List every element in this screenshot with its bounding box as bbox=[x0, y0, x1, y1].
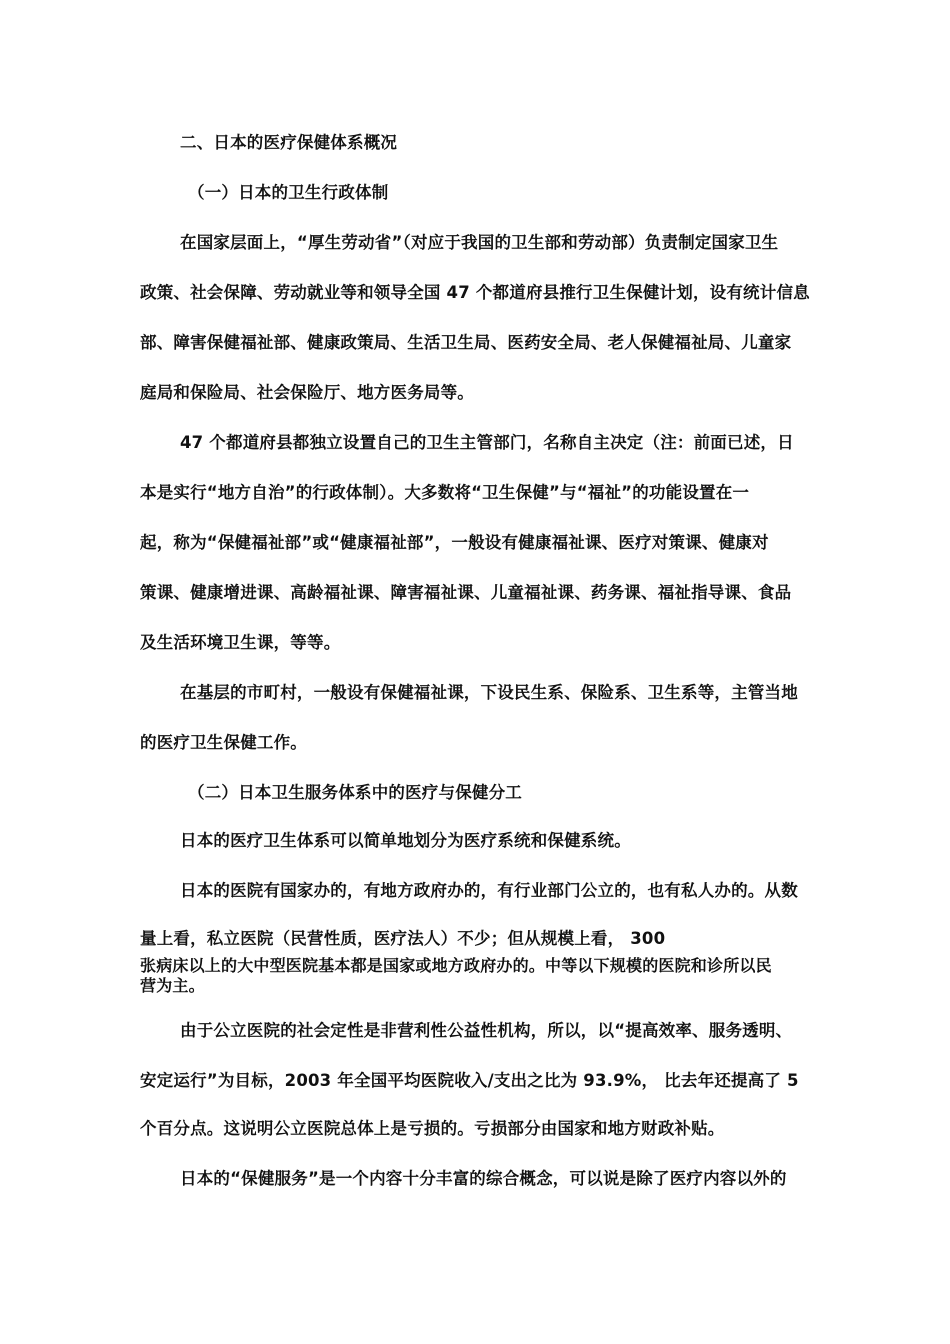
section-heading: 二、日本的医疗保健体系概况 bbox=[180, 133, 398, 152]
paragraph-line: 及生活环境卫生课，等等。 bbox=[140, 633, 341, 652]
paragraph-line: 安定运行”为目标，2003 年全国平均医院收入/支出之比为 93.9%， 比去年还提高了 5 bbox=[140, 1071, 799, 1090]
paragraph-line: 日本的“保健服务”是一个内容十分丰富的综合概念，可以说是除了医疗内容以外的 bbox=[180, 1169, 787, 1188]
paragraph-line: 营为主。 bbox=[140, 976, 205, 995]
paragraph-line: 的医疗卫生保健工作。 bbox=[140, 733, 307, 752]
paragraph-line: 由于公立医院的社会定性是非营利性公益性机构，所以，以“提高效率、服务透明、 bbox=[180, 1021, 793, 1040]
paragraph-line: 张病床以上的大中型医院基本都是国家或地方政府办的。中等以下规模的医院和诊所以民 bbox=[140, 956, 772, 975]
paragraph-line: 个百分点。这说明公立医院总体上是亏损的。亏损部分由国家和地方财政补贴。 bbox=[140, 1119, 725, 1138]
paragraph-line: 策课、健康增进课、高龄福祉课、障害福祉课、儿童福祉课、药务课、福祉指导课、食品 bbox=[140, 583, 792, 602]
paragraph-line: 47 个都道府县都独立设置自己的卫生主管部门，名称自主决定（注：前面已述，日 bbox=[180, 433, 794, 452]
paragraph-line: 政策、社会保障、劳动就业等和领导全国 47 个都道府县推行卫生保健计划，设有统计信息 bbox=[140, 283, 810, 302]
paragraph-line: 起，称为“保健福祉部”或“健康福祉部”，一般设有健康福祉课、医疗对策课、健康对 bbox=[140, 533, 769, 552]
subsection-heading: （二）日本卫生服务体系中的医疗与保健分工 bbox=[188, 783, 522, 802]
paragraph-line: 庭局和保险局、社会保险厅、地方医务局等。 bbox=[140, 383, 474, 402]
paragraph-line: 在基层的市町村，一般设有保健福祉课，下设民生系、保险系、卫生系等，主管当地 bbox=[180, 683, 798, 702]
paragraph-line: 在国家层面上，“厚生劳动省”（对应于我国的卫生部和劳动部）负责制定国家卫生 bbox=[180, 233, 779, 252]
paragraph-line: 部、障害保健福祉部、健康政策局、生活卫生局、医药安全局、老人保健福祉局、儿童家 bbox=[140, 333, 792, 352]
subsection-heading: （一）日本的卫生行政体制 bbox=[188, 183, 389, 202]
paragraph-line: 日本的医院有国家办的，有地方政府办的，有行业部门公立的，也有私人办的。从数 bbox=[180, 881, 798, 900]
paragraph-line: 日本的医疗卫生体系可以简单地划分为医疗系统和保健系统。 bbox=[180, 831, 631, 850]
paragraph-line: 量上看，私立医院（民营性质，医疗法人）不少；但从规模上看， 300 bbox=[140, 929, 666, 948]
paragraph-line: 本是实行“地方自治”的行政体制）。大多数将“卫生保健”与“福祉”的功能设置在一 bbox=[140, 483, 750, 502]
